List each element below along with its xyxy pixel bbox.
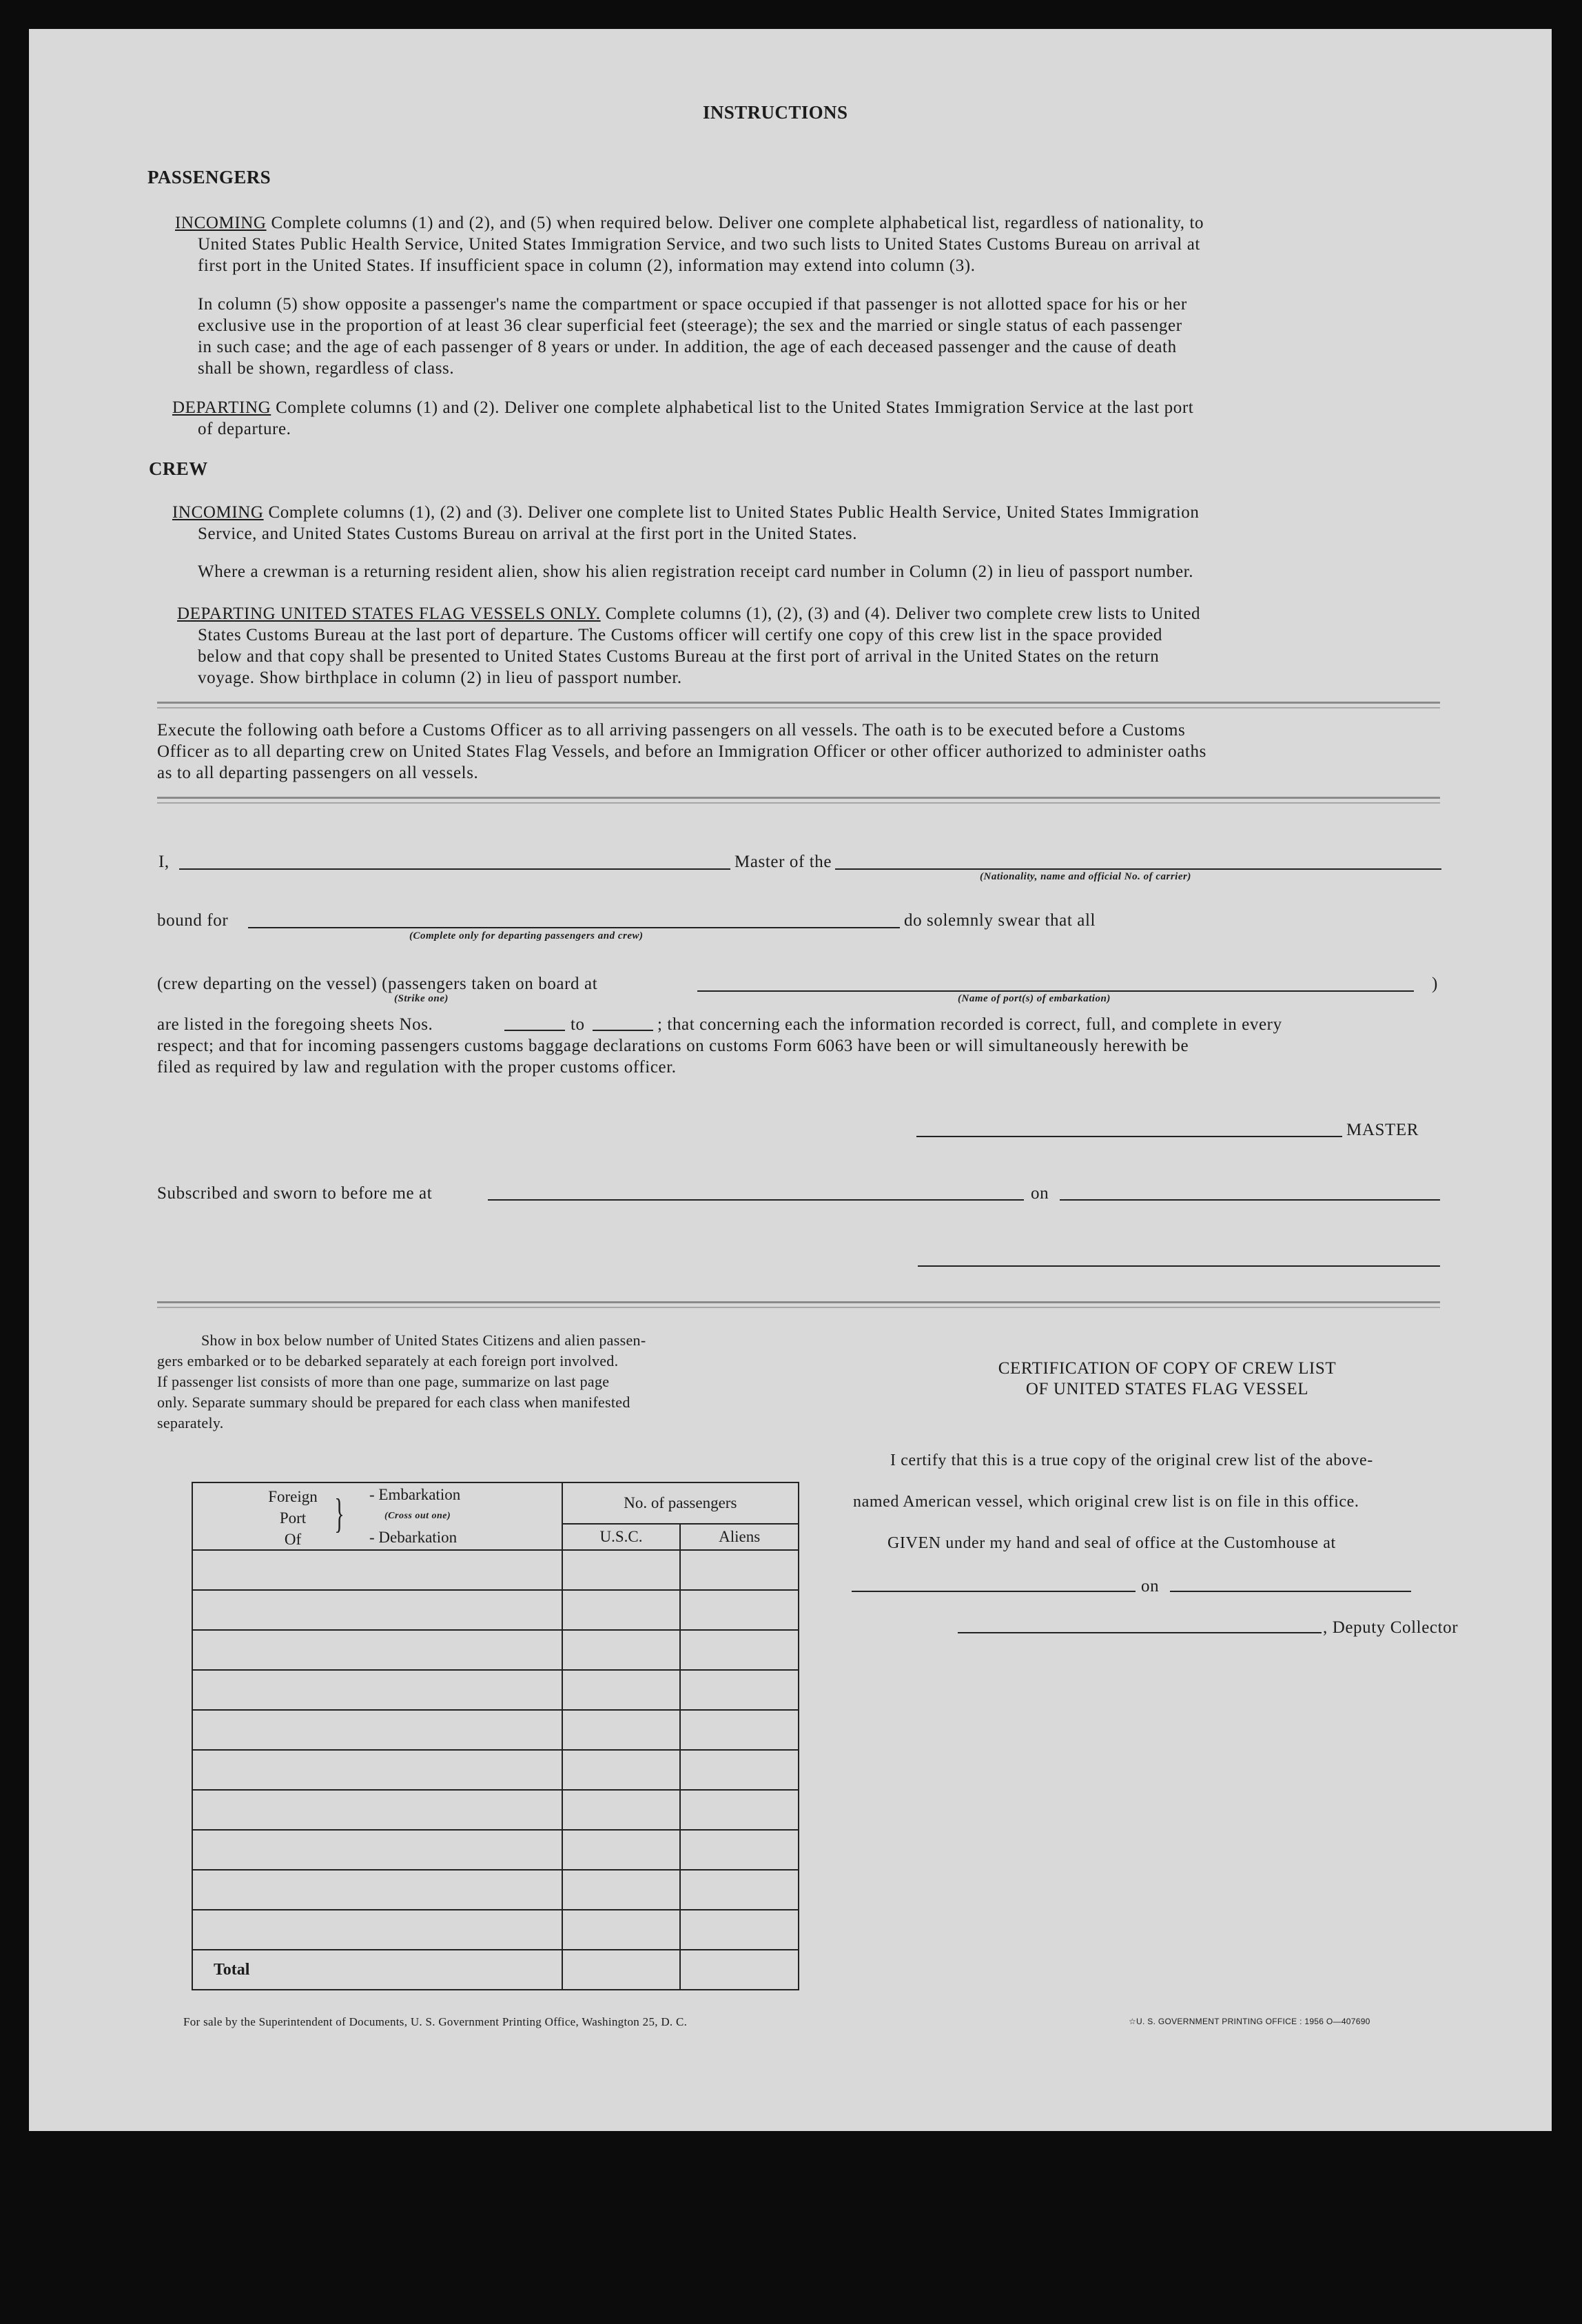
passengers-incoming-line-2: United States Public Health Service, United States Immigration Service, and two such lists to United States Customs Bureau on arrival at: [198, 235, 1200, 254]
master-name-field[interactable]: [179, 868, 730, 870]
form-sheet: [29, 29, 1552, 2131]
usc-cell[interactable]: [562, 1710, 681, 1750]
divider: [157, 797, 1440, 804]
header-of: Of: [284, 1531, 302, 1548]
subscribed-label: Subscribed and sworn to before me at: [157, 1184, 433, 1203]
departing-label: DEPARTING: [172, 398, 271, 417]
listed-line-3: filed as required by law and regulation with the proper customs officer.: [157, 1058, 677, 1077]
header-cross: (Cross out one): [384, 1511, 451, 1521]
summary-instructions: [157, 1330, 805, 1434]
crew-incoming-line-1: Complete columns (1), (2) and (3). Deliver one complete list to United States Public Health Service, United States Immigration: [268, 503, 1200, 522]
divider: [157, 1301, 1440, 1308]
no-passengers-header: No. of passengers: [562, 1482, 799, 1524]
brace-icon: }: [334, 1491, 345, 1536]
crew-departing: [177, 603, 1200, 624]
cert-text-2: named American vessel, which original crew list is on file in this office.: [853, 1493, 1359, 1511]
deputy-signature-field[interactable]: [958, 1632, 1322, 1633]
port-header-labels: [262, 1486, 324, 1550]
port-cell[interactable]: [192, 1710, 562, 1750]
header-debarkation: - Debarkation: [369, 1529, 458, 1546]
swear-label: do solemnly swear that all: [904, 911, 1096, 930]
instructions-title: INSTRUCTIONS: [703, 102, 848, 123]
oath-intro-line-3: as to all departing passengers on all vessels.: [157, 764, 479, 782]
strike-one-caption: (Strike one): [394, 993, 449, 1004]
aliens-cell[interactable]: [680, 1590, 799, 1630]
subscribed-on-label: on: [1031, 1184, 1049, 1203]
port-header-cell: [192, 1482, 562, 1550]
table-row: [192, 1630, 799, 1670]
cert-text-1: I certify that this is a true copy of the original crew list of the above-: [890, 1451, 1373, 1469]
usc-cell[interactable]: [562, 1910, 681, 1950]
table-row: [192, 1830, 799, 1870]
sworn-date-field[interactable]: [1060, 1199, 1440, 1201]
close-paren: ): [1432, 975, 1438, 993]
aliens-cell[interactable]: [680, 1830, 799, 1870]
passengers-incoming-line-1: Complete columns (1) and (2), and (5) when required below. Deliver one complete alphabetical list, regardless of nationality, to: [271, 214, 1204, 232]
listed-line-1a: are listed in the foregoing sheets Nos.: [157, 1015, 433, 1034]
crew-heading: CREW: [149, 458, 208, 479]
table-row: [192, 1550, 799, 1590]
carrier-field[interactable]: [835, 868, 1441, 870]
port-cell[interactable]: [192, 1870, 562, 1910]
certification-title-2: OF UNITED STATES FLAG VESSEL: [1025, 1380, 1309, 1398]
crew-departing-label: DEPARTING UNITED STATES FLAG VESSELS ONLY.: [177, 604, 601, 623]
usc-cell[interactable]: [562, 1550, 681, 1590]
summary-line-3: If passenger list consists of more than one page, summarize on last page: [157, 1373, 610, 1390]
sheet-from-field[interactable]: [504, 1030, 565, 1031]
ports-field[interactable]: [697, 990, 1414, 992]
sheet-to-field[interactable]: [593, 1030, 653, 1031]
table-row: [192, 1710, 799, 1750]
usc-cell[interactable]: [562, 1670, 681, 1710]
usc-cell[interactable]: [562, 1870, 681, 1910]
column5-line-3: in such case; and the age of each passenger of 8 years or under. In addition, the age of each deceased passenger and the cause of death: [198, 338, 1177, 356]
usc-cell[interactable]: [562, 1830, 681, 1870]
ports-caption: (Name of port(s) of embarkation): [958, 993, 1111, 1004]
passenger-summary-table: [192, 1482, 799, 1990]
aliens-cell[interactable]: [680, 1870, 799, 1910]
customhouse-field[interactable]: [852, 1591, 1136, 1592]
usc-cell[interactable]: [562, 1630, 681, 1670]
passengers-departing-line-1: Complete columns (1) and (2). Deliver one complete alphabetical list to the United States Immigration Service at the last port: [276, 398, 1194, 417]
master-signature-field[interactable]: [916, 1136, 1342, 1137]
port-cell[interactable]: [192, 1790, 562, 1830]
table-row: [192, 1790, 799, 1830]
cert-text-3: GIVEN under my hand and seal of office at the Customhouse at: [887, 1534, 1336, 1552]
table-header-row: [192, 1482, 799, 1524]
header-port: Port: [279, 1509, 307, 1527]
port-cell[interactable]: [192, 1630, 562, 1670]
table-row: [192, 1870, 799, 1910]
usc-cell[interactable]: [562, 1590, 681, 1630]
divider: [157, 702, 1440, 709]
officer-signature-field[interactable]: [918, 1265, 1440, 1267]
oath-intro-line-1: Execute the following oath before a Customs Officer as to all arriving passengers on all vessels. The oath is to be executed before a Customs: [157, 721, 1186, 740]
port-cell[interactable]: [192, 1670, 562, 1710]
total-row: [192, 1950, 799, 1990]
port-cell[interactable]: [192, 1550, 562, 1590]
cert-date-field[interactable]: [1170, 1591, 1411, 1592]
port-cell[interactable]: [192, 1750, 562, 1790]
summary-line-2: gers embarked or to be debarked separately at each foreign port involved.: [157, 1352, 619, 1369]
crew-departing-line-2: States Customs Bureau at the last port of departure. The Customs officer will certify one copy of this crew list in the space provided: [198, 626, 1162, 644]
bound-for-label: bound for: [157, 911, 229, 930]
table-row: [192, 1750, 799, 1790]
aliens-cell[interactable]: [680, 1750, 799, 1790]
crew-incoming: [172, 502, 1199, 523]
crew-incoming-label: INCOMING: [172, 503, 264, 522]
master-of-the-label: Master of the: [734, 853, 832, 871]
passengers-incoming-line-3: first port in the United States. If insufficient space in column (2), information may extend into column (3).: [198, 256, 976, 275]
passengers-heading: PASSENGERS: [147, 167, 271, 187]
sworn-place-field[interactable]: [488, 1199, 1024, 1201]
footer-right: ☆U. S. GOVERNMENT PRINTING OFFICE : 1956 O—407690: [1129, 2017, 1370, 2026]
total-label: Total: [192, 1950, 562, 1990]
usc-cell[interactable]: [562, 1790, 681, 1830]
crew-departing-line-4: voyage. Show birthplace in column (2) in lieu of passport number.: [198, 669, 682, 687]
table-row: [192, 1590, 799, 1630]
summary-line-1: Show in box below number of United States Citizens and alien passen-: [201, 1332, 646, 1349]
aliens-cell[interactable]: [680, 1790, 799, 1830]
aliens-cell[interactable]: [680, 1630, 799, 1670]
bound-for-field[interactable]: [248, 927, 900, 928]
aliens-header: Aliens: [680, 1524, 799, 1550]
table-row: [192, 1910, 799, 1950]
certification-title-1: CERTIFICATION OF COPY OF CREW LIST: [998, 1359, 1337, 1378]
master-label: MASTER: [1346, 1121, 1419, 1139]
column5-line-2: exclusive use in the proportion of at least 36 clear superficial feet (steerage); the sex and the married or single status of each passenger: [198, 316, 1182, 335]
column5-line-1: In column (5) show opposite a passenger's name the compartment or space occupied if that passenger is not allotted space for his or her: [198, 295, 1187, 314]
port-cell[interactable]: [192, 1830, 562, 1870]
total-aliens-cell[interactable]: [680, 1950, 799, 1990]
aliens-cell[interactable]: [680, 1550, 799, 1590]
cert-on-label: on: [1141, 1577, 1160, 1596]
crew-departing-line-3: below and that copy shall be presented to United States Customs Bureau at the first port of arrival in the United States on the return: [198, 647, 1160, 666]
deputy-collector-label: , Deputy Collector: [1323, 1618, 1459, 1637]
oath-intro-line-2: Officer as to all departing crew on United States Flag Vessels, and before an Immigration Officer or other officer authorized to administer oaths: [157, 742, 1206, 761]
aliens-cell[interactable]: [680, 1710, 799, 1750]
crew-departing-line-1: Complete columns (1), (2), (3) and (4). Deliver two complete crew lists to United: [605, 604, 1201, 623]
column5-line-4: shall be shown, regardless of class.: [198, 359, 455, 378]
usc-header: U.S.C.: [562, 1524, 681, 1550]
passengers-incoming-label: [175, 212, 1204, 234]
aliens-cell[interactable]: [680, 1670, 799, 1710]
summary-line-4: only. Separate summary should be prepared for each class when manifested: [157, 1394, 630, 1411]
usc-cell[interactable]: [562, 1750, 681, 1790]
listed-line-2: respect; and that for incoming passengers customs baggage declarations on customs Form 6063 have been or will simultaneously herewith be: [157, 1037, 1189, 1055]
footer-left: For sale by the Superintendent of Documents, U. S. Government Printing Office, Washington 25, D. C.: [183, 2015, 688, 2028]
port-cell[interactable]: [192, 1590, 562, 1630]
passengers-departing: [172, 397, 1193, 418]
header-embarkation: - Embarkation: [369, 1486, 461, 1503]
listed-to: to: [571, 1015, 585, 1034]
crew-incoming-line-2: Service, and United States Customs Bureau on arrival at the first port in the United States.: [198, 524, 858, 543]
oath-i-label: I,: [158, 853, 170, 871]
port-cell[interactable]: [192, 1910, 562, 1950]
carrier-caption: (Nationality, name and official No. of carrier): [980, 871, 1191, 882]
bound-caption: (Complete only for departing passengers and crew): [409, 930, 644, 941]
total-usc-cell[interactable]: [562, 1950, 681, 1990]
aliens-cell[interactable]: [680, 1910, 799, 1950]
passengers-departing-line-2: of departure.: [198, 420, 291, 438]
listed-line-1b: ; that concerning each the information recorded is correct, full, and complete in every: [657, 1015, 1282, 1034]
summary-line-5: separately.: [157, 1414, 224, 1431]
incoming-label: INCOMING: [175, 214, 267, 232]
table-row: [192, 1670, 799, 1710]
crewman-note: Where a crewman is a returning resident alien, show his alien registration receipt card number in Column (2) in lieu of passport number.: [198, 562, 1194, 581]
crew-departing-oath: (crew departing on the vessel) (passengers taken on board at: [157, 975, 598, 993]
header-foreign: Foreign: [268, 1488, 318, 1505]
